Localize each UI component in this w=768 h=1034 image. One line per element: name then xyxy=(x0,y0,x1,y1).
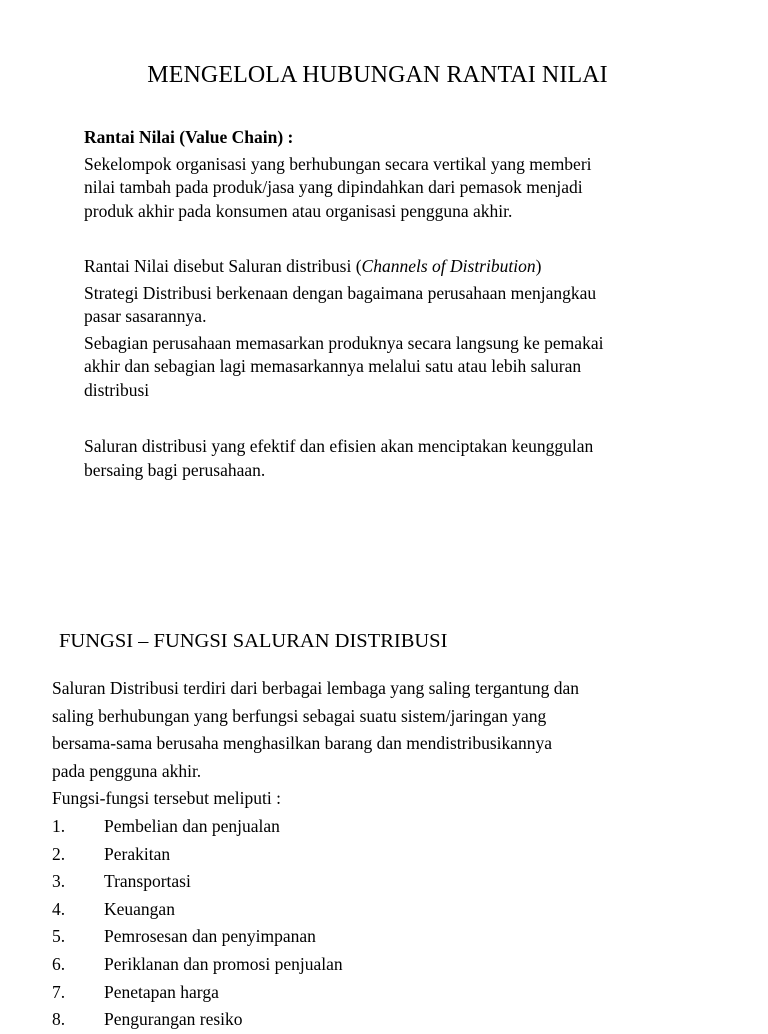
functions-list xyxy=(52,813,343,1034)
intro-line: bersama-sama berusaha menghasilkan barang dan mendistribusikannya xyxy=(52,733,553,754)
definition-line: Sekelompok organisasi yang berhubungan secara vertikal yang memberi xyxy=(84,153,592,174)
value-chain-heading: Rantai Nilai (Value Chain) : xyxy=(84,127,294,147)
some-companies-line: distribusi xyxy=(84,379,150,400)
functions-intro xyxy=(52,675,672,813)
definition-line: produk akhir pada konsumen atau organisasi pengguna akhir. xyxy=(84,200,513,221)
list-item xyxy=(52,923,343,951)
list-number: 3. xyxy=(52,871,66,892)
list-item xyxy=(52,951,343,979)
list-text: Keuangan xyxy=(104,898,175,919)
intro-line: pada pengguna akhir. xyxy=(52,760,202,781)
value-chain-definition xyxy=(84,126,684,223)
list-item xyxy=(52,813,343,841)
list-text: Perakitan xyxy=(104,843,171,864)
list-text: Periklanan dan promosi penjualan xyxy=(104,953,343,974)
intro-line: Saluran Distribusi terdiri dari berbagai lembaga yang saling tergantung dan xyxy=(52,678,579,698)
list-number: 6. xyxy=(52,953,66,974)
page-title: MENGELOLA HUBUNGAN RANTAI NILAI xyxy=(147,62,608,88)
list-number: 8. xyxy=(52,1009,66,1030)
list-number: 7. xyxy=(52,981,66,1002)
some-companies-line: Sebagian perusahaan memasarkan produknya secara langsung ke pemakai xyxy=(84,332,604,353)
list-text: Transportasi xyxy=(104,871,191,892)
section-heading-functions: FUNGSI – FUNGSI SALURAN DISTRIBUSI xyxy=(59,630,448,652)
list-text: Pemrosesan dan penyimpanan xyxy=(104,926,316,947)
effective-line: Saluran distribusi yang efektif dan efisien akan menciptakan keunggulan xyxy=(84,436,594,456)
strategy-line: Strategi Distribusi berkenaan dengan bagaimana perusahaan menjangkau xyxy=(84,282,597,303)
definition-line: nilai tambah pada produk/jasa yang dipindahkan dari pemasok menjadi xyxy=(84,177,583,197)
list-item xyxy=(52,1006,343,1034)
channels-italic: Channels of Distribution xyxy=(361,256,536,276)
intro-line: saling berhubungan yang berfungsi sebagai suatu sistem/jaringan yang xyxy=(52,705,547,726)
list-text: Pengurangan resiko xyxy=(104,1009,243,1030)
effective-distribution-block xyxy=(84,435,684,482)
list-item xyxy=(52,979,343,1007)
channels-sentence xyxy=(84,255,684,279)
list-item xyxy=(52,841,343,869)
strategy-line: pasar sasarannya. xyxy=(84,306,207,326)
list-number: 1. xyxy=(52,816,66,836)
list-number: 4. xyxy=(52,898,66,919)
list-item xyxy=(52,896,343,924)
some-companies-line: akhir dan sebagian lagi memasarkannya melalui satu atau lebih saluran xyxy=(84,356,582,376)
list-number: 2. xyxy=(52,843,66,864)
list-item xyxy=(52,868,343,896)
channels-prefix: Rantai Nilai disebut Saluran distribusi ( xyxy=(84,256,362,276)
intro-line: Fungsi-fungsi tersebut meliputi : xyxy=(52,788,281,809)
channels-suffix: ) xyxy=(535,256,542,276)
list-text: Penetapan harga xyxy=(104,981,219,1002)
list-text: Pembelian dan penjualan xyxy=(104,816,280,836)
effective-line: bersaing bagi perusahaan. xyxy=(84,459,266,480)
distribution-channels-block xyxy=(84,255,684,402)
list-number: 5. xyxy=(52,926,66,947)
